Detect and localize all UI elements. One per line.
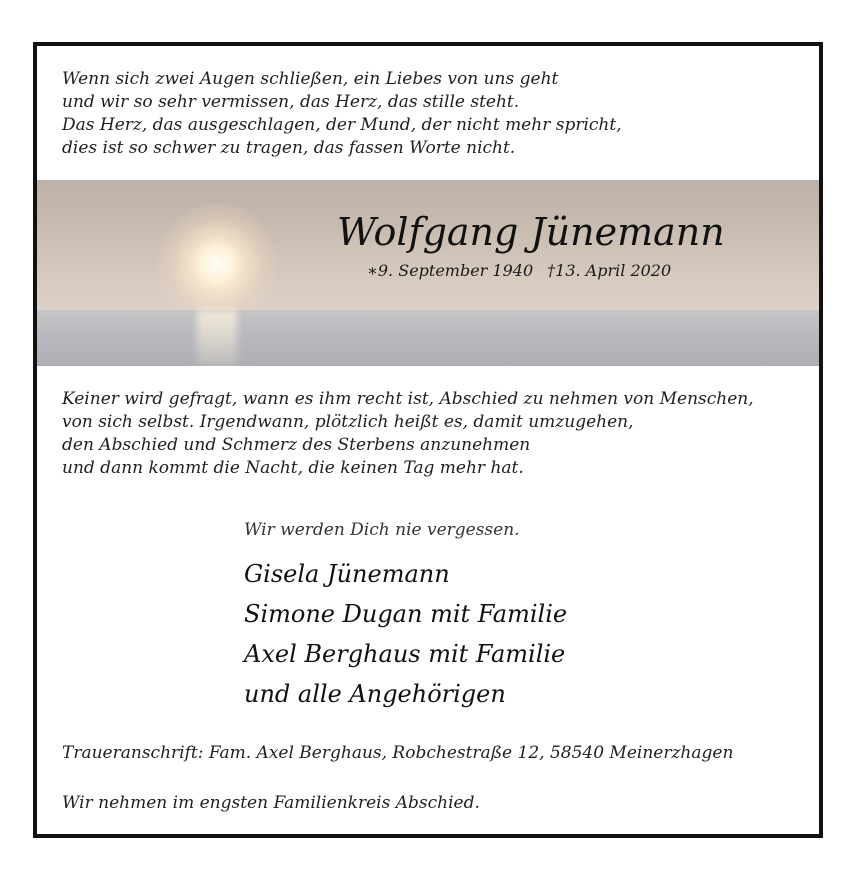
poem-line: und wir so sehr vermissen, das Herz, das stille steht.: [62, 92, 520, 112]
sun-reflection: [197, 310, 237, 366]
death-date: †13. April 2020: [547, 261, 672, 280]
poem-line: dies ist so schwer zu tragen, das fassen Worte nicht.: [62, 138, 516, 158]
mourner-name: Axel Berghaus mit Familie: [244, 640, 566, 668]
sunset-banner: [37, 180, 819, 366]
sea-image: [37, 310, 819, 366]
poem-line: und dann kommt die Nacht, die keinen Tag mehr hat.: [62, 458, 524, 478]
poem-line: Das Herz, das ausgeschlagen, der Mund, der nicht mehr spricht,: [62, 115, 622, 135]
poem-line: von sich selbst. Irgendwann, plötzlich heißt es, damit umzugehen,: [62, 412, 634, 432]
middle-poem: [62, 388, 754, 480]
mourner-name: Gisela Jünemann: [244, 560, 450, 588]
obituary-frame: [33, 42, 823, 838]
life-dates: [367, 261, 671, 280]
sun-image: [157, 204, 277, 324]
mourning-address: Traueranschrift: Fam. Axel Berghaus, Robchestraße 12, 58540 Meinerzhagen: [62, 743, 734, 763]
poem-line: Keiner wird gefragt, wann es ihm recht ist, Abschied zu nehmen von Menschen,: [62, 389, 754, 409]
mourner-name: Simone Dugan mit Familie: [244, 600, 568, 628]
birth-date: ∗9. September 1940: [367, 261, 534, 280]
poem-line: Wenn sich zwei Augen schließen, ein Liebes von uns geht: [62, 69, 559, 89]
mourners-list: [244, 554, 567, 714]
farewell-text: Wir werden Dich nie vergessen.: [244, 520, 520, 540]
deceased-name: Wolfgang Jünemann: [337, 210, 725, 254]
poem-line: den Abschied und Schmerz des Sterbens anzunehmen: [62, 435, 531, 455]
mourner-name: und alle Angehörigen: [244, 680, 506, 708]
opening-poem: [62, 68, 622, 160]
closing-note: Wir nehmen im engsten Familienkreis Abschied.: [62, 793, 480, 813]
